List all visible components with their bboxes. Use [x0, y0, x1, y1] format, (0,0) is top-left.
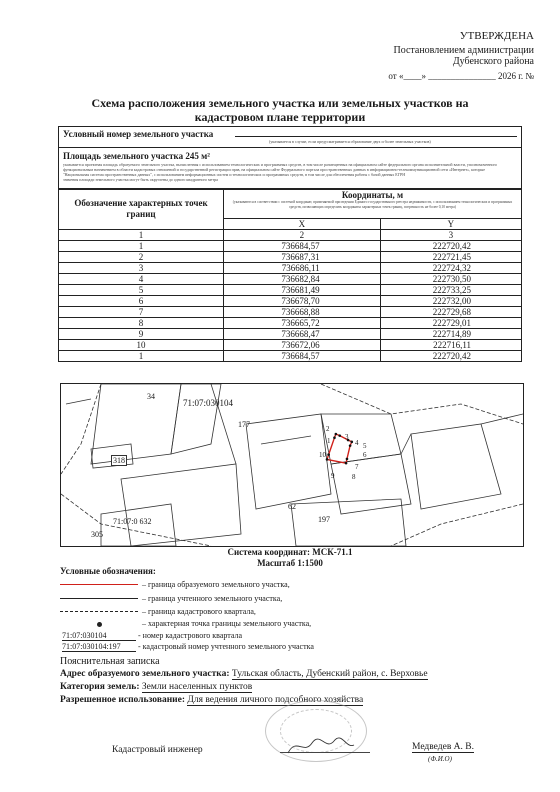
- index-col-2: 2: [224, 230, 381, 241]
- area-note-4: значения площади земельного участка могут быть округлены до одного квадратного метра: [63, 177, 218, 182]
- point-label-5: 5: [363, 442, 367, 450]
- notes-address: Адрес образуемого земельного участка: Тульская область, Дубенский район, с. Верховье: [60, 669, 428, 679]
- table-row: 10 736672,06 222716,11: [59, 340, 522, 351]
- table-row: 6 736678,70 222732,00: [59, 296, 522, 307]
- table-row: 7 736668,88 222729,68: [59, 307, 522, 318]
- table-row: 2 736687,31 222721,45: [59, 252, 522, 263]
- area-note-2: функциональным назначением в области кадастровых отношений и государственной регистрации прав, на официальном сайте Федерального портала пространственных данных в информационно-телекоммуникационной сети «Интернет», которые: [63, 167, 486, 172]
- document-title: [40, 96, 520, 124]
- legend-item-formed: – граница образуемого земельного участка,: [60, 580, 290, 589]
- lot-318: 318: [113, 456, 125, 465]
- boundary-point-8: [345, 462, 348, 465]
- notes-category: Категория земель: Земли населенных пунктов: [60, 682, 253, 692]
- legend-item-registered: – граница учтенного земельного участка,: [60, 594, 282, 603]
- parcel-number-label: Условный номер земельного участка: [63, 129, 214, 139]
- lot-62: 62: [288, 502, 296, 511]
- table-row: 1 736684,57 222720,42: [59, 351, 522, 362]
- cadastral-map: [60, 383, 524, 547]
- document-title-line2: кадастровом плане территории: [194, 110, 366, 124]
- header-y: Y: [380, 219, 521, 230]
- header-coordinates-cell: [224, 189, 522, 219]
- point-label-9: 9: [331, 472, 335, 480]
- approval-title: УТВЕРЖДЕНА: [459, 30, 534, 42]
- header-coordinates-note: (указываются в соответствии с системой координат, применяемой при ведении Единого государственного реестра недвижимости, с использованием технологических и программных средств, позволяющих определить координаты характерных точек границ, погрешность не более 0,10 метра): [232, 200, 513, 209]
- notes-use: Разрешенное использование: Для ведения личного подсобного хозяйства: [60, 695, 364, 705]
- point-label-3: 3: [345, 433, 349, 441]
- table-row: 8 736665,72 222729,01: [59, 318, 522, 329]
- lot-197: 197: [318, 515, 330, 524]
- document-title-line1: Схема расположения земельного участка или земельных участков на: [91, 96, 469, 110]
- table-row: 3 736686,11 222724,32: [59, 263, 522, 274]
- coord-system: Система координат: МСК-71.1: [227, 547, 353, 557]
- signature-fio-note: (Ф.И.О): [428, 755, 452, 763]
- table-row: 4 736682,84 222730,50: [59, 274, 522, 285]
- point-dot-icon: [97, 622, 102, 627]
- table-row: 5 736681,49 222733,25: [59, 285, 522, 296]
- scale: Масштаб 1:1500: [257, 558, 323, 568]
- handwritten-signature: [286, 735, 356, 757]
- legend-item-point: – характерная точка границы земельного участка,: [60, 619, 311, 628]
- point-label-7: 7: [355, 463, 359, 471]
- boundary-point-3: [338, 434, 341, 437]
- parcel-area-label: Площадь земельного участка 245 м²: [63, 151, 210, 161]
- table-row: 1 736684,57 222720,42: [59, 241, 522, 252]
- boundary-point-9: [326, 458, 329, 461]
- lot-34: 34: [147, 392, 155, 401]
- header-coordinates: Координаты, м: [341, 190, 404, 200]
- area-note-1: указывается проектная площадь образуемого земельного участка, вычисленная с использованием технологических и программных средств, в том числе размещенных на официальном сайте федерального органа исполнительной власти, уполномоченного: [63, 162, 498, 167]
- area-note-3: "Национальная система пространственных данных", с использованием информационных систем и технологических и программных средств, в том числе для обеспечения работы с базой данных ЕГРН: [63, 172, 406, 177]
- lot-177: 177: [238, 420, 250, 429]
- lot-bottom-left: 71:07:0 632: [113, 517, 152, 526]
- point-label-8: 8: [352, 473, 356, 481]
- coordinates-table: [58, 188, 522, 362]
- index-col-3: 3: [380, 230, 521, 241]
- approval-block: [274, 30, 534, 81]
- boundary-point-2: [335, 433, 338, 436]
- point-label-1: 1: [327, 437, 331, 445]
- boundary-point-7: [346, 458, 349, 461]
- legend-title: Условные обозначения:: [60, 566, 156, 576]
- legend-item-quarter: – граница кадастрового квартала,: [60, 607, 256, 616]
- approval-line2: Дубенского района: [452, 56, 534, 67]
- legend-code-parcel: 71:07:030104:197 - кадастровый номер учтенного земельного участка: [62, 642, 314, 651]
- header-points: Обозначение характерных точек границ: [59, 189, 224, 230]
- parcel-number-note: (указывается в случае, если предусматривается образование двух и более земельных участков): [269, 139, 431, 144]
- approval-line1: Постановлением администрации: [393, 45, 534, 56]
- approval-date-line: от «____» _______________ 2026 г. №: [388, 71, 534, 81]
- legend-code-quarter: 71:07:030104 - номер кадастрового квартала: [62, 631, 243, 640]
- boundary-point-1: [333, 436, 336, 439]
- boundary-point-5: [350, 441, 353, 444]
- boundary-point-6: [349, 444, 352, 447]
- parcel-info-block: [58, 126, 522, 190]
- map-caption: [160, 547, 420, 569]
- table-row: 9 736668,47 222714,89: [59, 329, 522, 340]
- lot-305: 305: [91, 530, 103, 539]
- signature-role: Кадастровый инженер: [112, 745, 203, 755]
- quarter-label: 71:07:030104: [183, 398, 234, 408]
- index-col-1: 1: [59, 230, 224, 241]
- point-label-6: 6: [363, 451, 367, 459]
- point-label-4: 4: [355, 439, 359, 447]
- boundary-point-10: [327, 453, 330, 456]
- signature-name: Медведев А. В.: [412, 742, 475, 752]
- header-x: X: [224, 219, 381, 230]
- point-label-10: 10: [319, 451, 326, 459]
- point-label-2: 2: [326, 425, 330, 433]
- notes-title: Пояснительная записка: [60, 656, 160, 667]
